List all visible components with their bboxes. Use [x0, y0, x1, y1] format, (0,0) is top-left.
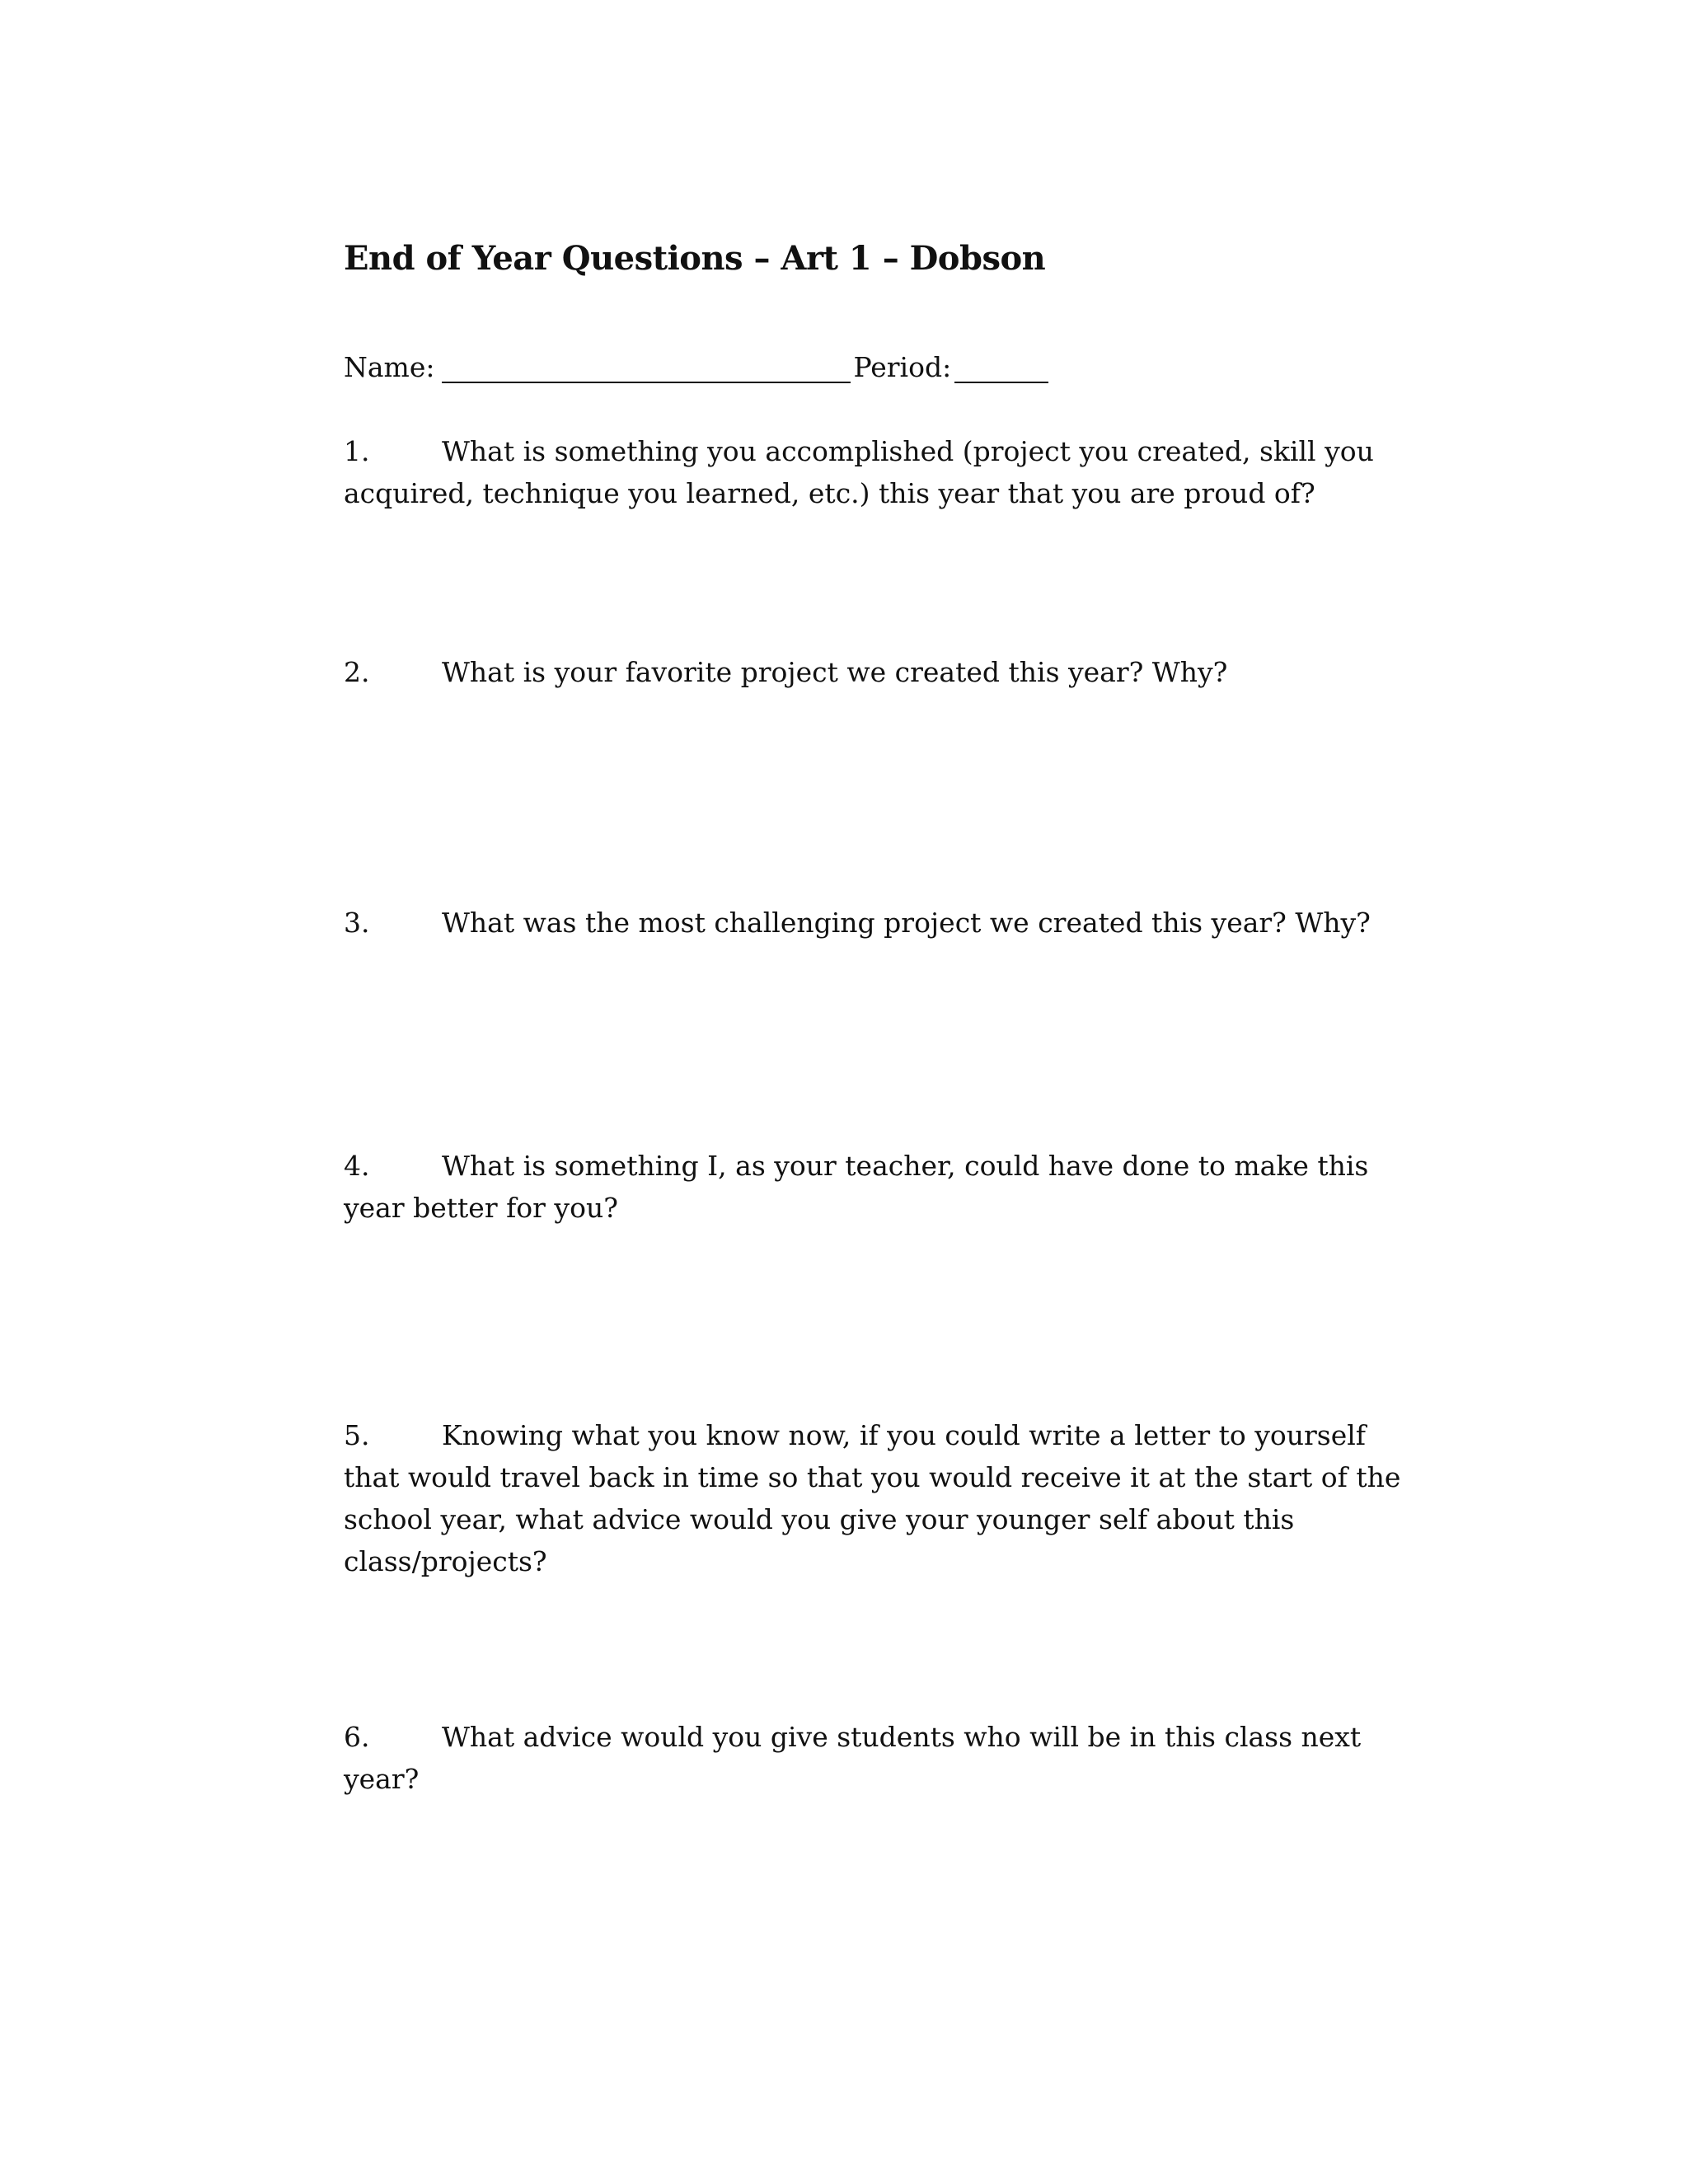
name-blank: [442, 357, 851, 383]
question-text: What was the most challenging project we created this year? Why?: [442, 907, 1371, 939]
question-number: 6.: [344, 1721, 370, 1753]
question-4: [344, 1145, 1407, 1229]
question-text: What is something I, as your teacher, could have done to make this year better for you?: [344, 1150, 1369, 1224]
question-5: [344, 1414, 1407, 1582]
question-text: Knowing what you know now, if you could write a letter to yourself that would travel back in time so that you would receive it at the start of the school year, what advice would you give your younger self about this class/projects?: [344, 1419, 1401, 1577]
question-number: 3.: [344, 907, 370, 939]
page-title: End of Year Questions – Art 1 – Dobson: [344, 239, 1046, 278]
question-number: 5.: [344, 1419, 370, 1451]
question-3: [344, 902, 1407, 944]
question-2: [344, 651, 1407, 693]
question-number: 4.: [344, 1150, 370, 1182]
question-text: What advice would you give students who will be in this class next year?: [344, 1721, 1362, 1795]
question-1: [344, 430, 1407, 514]
question-text: What is something you accomplished (project you created, skill you acquired, technique you learned, etc.) this year that you are proud of?: [344, 435, 1374, 509]
student-info-line: [344, 351, 1048, 383]
question-number: 2.: [344, 656, 370, 688]
question-number: 1.: [344, 435, 370, 467]
question-text: What is your favorite project we created this year? Why?: [442, 656, 1228, 688]
period-blank: [954, 357, 1048, 383]
name-label: Name:: [344, 351, 435, 383]
question-6: [344, 1716, 1407, 1800]
period-label: Period:: [853, 351, 952, 383]
